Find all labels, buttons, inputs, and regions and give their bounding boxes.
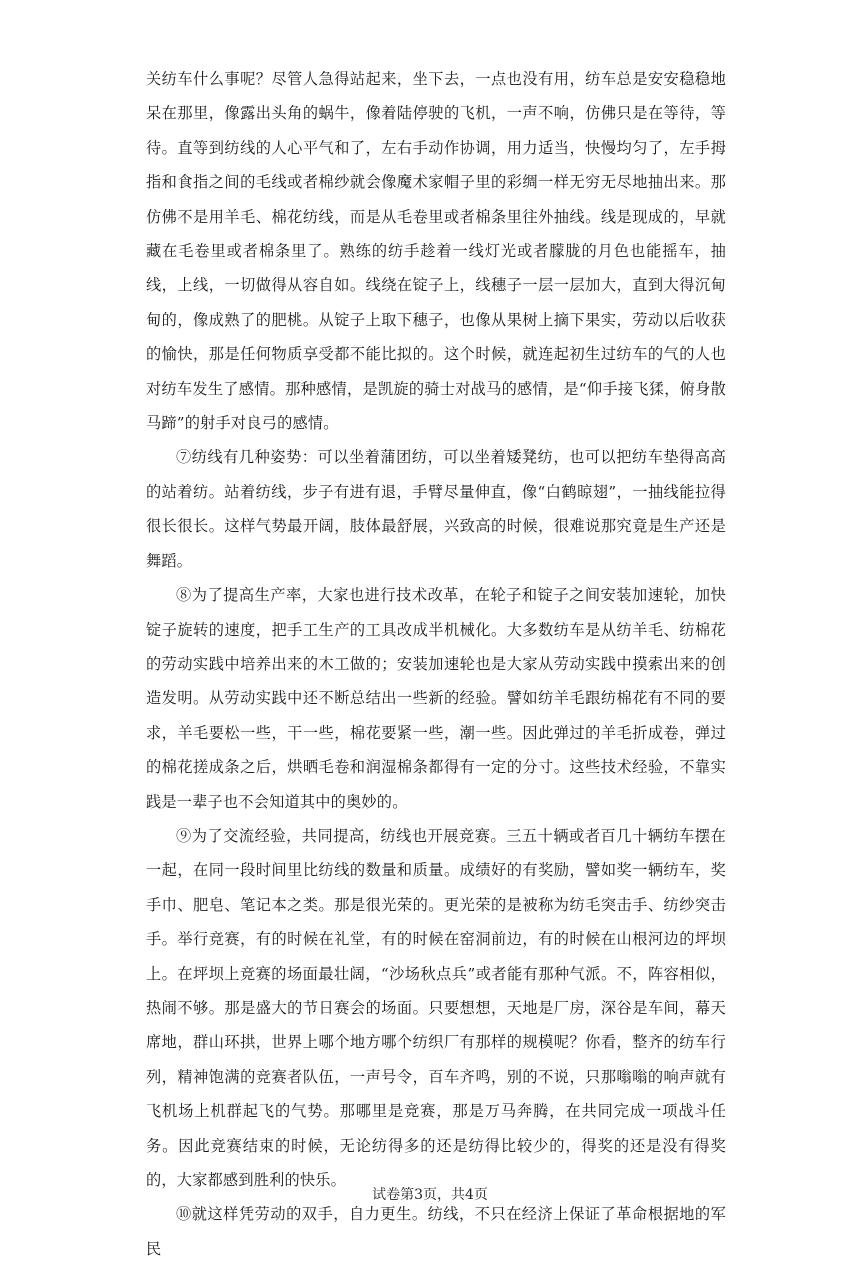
paragraph-continued: 关纺车什么事呢？尽管人急得站起来，坐下去，一点也没有用，纺车总是安安稳稳地呆在那里，像露出头角的蜗牛，像着陆停驶的飞机，一声不响，仿佛只是在等待，等待。直等到纺线的人心平气和了，左右手动作协调，用力适当，快慢均匀了，左手拇指和食指之间的毛线或者棉纱就会像魔术家帽子里的彩绸一样无穷无尽地抽出来。那仿佛不是用羊毛、棉花纺线，而是从毛卷里或者棉条里往外抽线。线是现成的，早就藏在毛卷里或者棉条里了。熟练的纺手趁着一线灯光或者朦胧的月色也能摇车，抽线，上线，一切做得从容自如。线绕在锭子上，线穗子一层一层加大，直到大得沉甸甸的，像成熟了的肥桃。从锭子上取下穗子，也像从果树上摘下果实，劳动以后收获的愉快，那是任何物质享受都不能比拟的。这个时候，就连起初生过纺车的气的人也对纺车发生了感情。那种感情，是凯旋的骑士对战马的感情，是“仰手接飞猱，俯身散马蹄”的射手对良弓的感情。 — [146, 70, 726, 433]
paragraph-7: ⑦纺线有几种姿势：可以坐着蒲团纺，可以坐着矮凳纺，也可以把纺车垫得高高的站着纺。站着纺线，步子有进有退，手臂尽量伸直，像“白鹤晾翅”，一抽线能拉得很长很长。这样气势最开阔，肢体最舒展，兴致高的时候，很难说那究竟是生产还是舞蹈。 — [146, 448, 726, 570]
article-body — [146, 62, 726, 1266]
paragraph-9: ⑨为了交流经验，共同提高，纺线也开展竞赛。三五十辆或者百几十辆纺车摆在一起，在同一段时间里比纺线的数量和质量。成绩好的有奖励，譬如奖一辆纺车，奖手巾、肥皂、笔记本之类。那是很光荣的。更光荣的是被称为纺毛突击手、纺纱突击手。举行竞赛，有的时候在礼堂，有的时候在窑洞前边，有的时候在山根河边的坪坝上。在坪坝上竞赛的场面最壮阔，“沙场秋点兵”或者能有那种气派。不，阵容相似，热闹不够。那是盛大的节日赛会的场面。只要想想，天地是厂房，深谷是车间，幕天席地，群山环拱，世界上哪个地方哪个纺织厂有那样的规模呢？你看，整齐的纺车行列，精神饱满的竞赛者队伍，一声号令，百车齐鸣，别的不说，只那嗡嗡的响声就有飞机场上机群起飞的气势。那哪里是竞赛，那是万马奔腾，在共同完成一项战斗任务。因此竞赛结束的时候，无论纺得多的还是纺得比较少的，得奖的还是没有得奖的，大家都感到胜利的快乐。 — [146, 826, 726, 1189]
paragraph-10: ⑩就这样凭劳动的双手，自力更生。纺线，不只在经济上保证了革命根据地的军民 — [146, 1205, 726, 1258]
paragraph-8: ⑧为了提高生产率，大家也进行技术改革，在轮子和锭子之间安装加速轮，加快锭子旋转的速度，把手工生产的工具改成半机械化。大多数纺车是从纺羊毛、纺棉花的劳动实践中培养出来的木工做的；安装加速轮也是大家从劳动实践中摸索出来的创造发明。从劳动实践中还不断总结出一些新的经验。譬如纺羊毛跟纺棉花有不同的要求，羊毛要松一些，干一些，棉花要紧一些，潮一些。因此弹过的羊毛折成卷，弹过的棉花搓成条之后，烘晒毛卷和润湿棉条都得有一定的分寸。这些技术经验，不靠实践是一辈子也不会知道其中的奥妙的。 — [146, 586, 726, 811]
page-footer: 试卷第3页，共4页 — [372, 1187, 488, 1203]
